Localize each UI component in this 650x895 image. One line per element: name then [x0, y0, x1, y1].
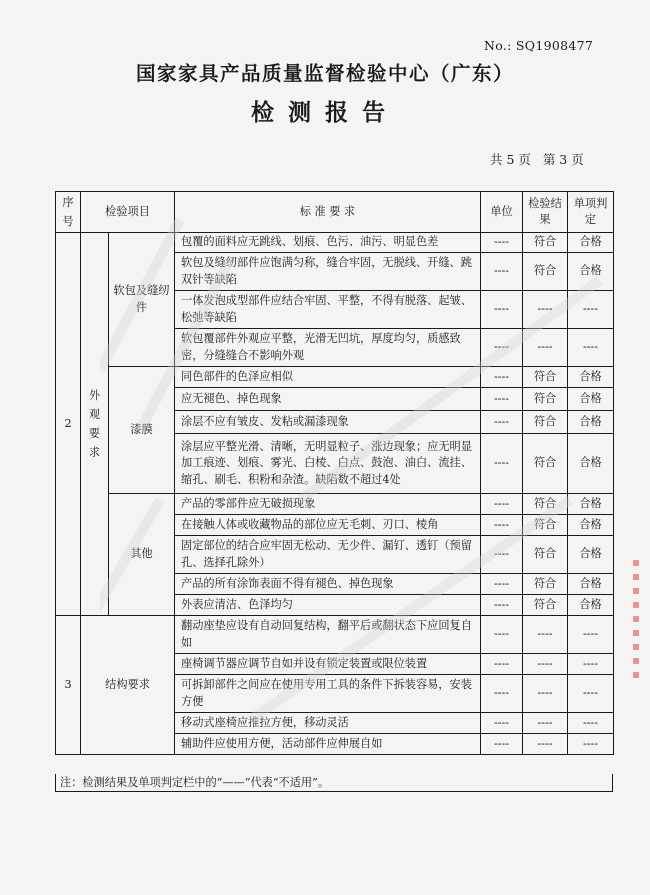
standard-text: 座椅调节器应调节自如并设有锁定装置或限位装置 — [175, 654, 481, 675]
header-result: 检验结果 — [523, 192, 568, 233]
unit-cell: ---- — [481, 434, 523, 494]
result-cell: ---- — [523, 675, 568, 713]
unit-cell: ---- — [481, 388, 523, 411]
standard-text: 软包覆部件外观应平整，光滑无凹坑，厚度均匀，质感致密，分缝缝合不影响外观 — [175, 329, 481, 367]
header-unit: 单位 — [481, 192, 523, 233]
organization-title: 国家家具产品质量监督检验中心（广东） — [135, 62, 514, 85]
verdict-cell: 合格 — [568, 434, 614, 494]
subitem-upholstery: 软包及缝纫件 — [109, 233, 175, 367]
standard-text: 翻动座垫应设有自动回复结构，翻平后或翻状态下应回复自如 — [175, 616, 481, 654]
verdict-cell: 合格 — [568, 253, 614, 291]
result-cell: 符合 — [523, 536, 568, 574]
standard-text: 一体发泡成型部件应结合牢固、平整，不得有脱落、起皱、松弛等缺陷 — [175, 291, 481, 329]
standard-text: 涂层应平整光滑、清晰，无明显粒子、涨边现象；应无明显加工痕迹、划痕、雾光、白棱、白点、鼓泡、油白、流挂、缩孔、刷毛、积粉和杂渣。缺陷数不超过4处 — [175, 434, 481, 494]
page-count: 共 5 页 第 3 页 — [490, 152, 584, 167]
verdict-cell: ---- — [568, 734, 614, 755]
verdict-cell: 合格 — [568, 233, 614, 253]
standard-text: 外表应清洁、色泽均匀 — [175, 595, 481, 616]
verdict-cell: ---- — [568, 654, 614, 675]
result-cell: 符合 — [523, 411, 568, 434]
verdict-cell: 合格 — [568, 515, 614, 536]
result-cell: ---- — [523, 734, 568, 755]
result-cell: ---- — [523, 713, 568, 734]
seal-stamp-edge — [633, 560, 639, 680]
document-title: 检测报告 — [251, 99, 399, 126]
unit-cell: ---- — [481, 595, 523, 616]
unit-cell: ---- — [481, 291, 523, 329]
report-number: No.: SQ1908477 — [484, 38, 594, 53]
table-row — [56, 494, 614, 515]
result-cell: 符合 — [523, 367, 568, 388]
result-cell: ---- — [523, 329, 568, 367]
verdict-cell: 合格 — [568, 494, 614, 515]
unit-cell: ---- — [481, 515, 523, 536]
table-row — [56, 367, 614, 388]
unit-cell: ---- — [481, 654, 523, 675]
subitem-others: 其他 — [109, 494, 175, 616]
table-row — [56, 616, 614, 654]
subitem-paint-film: 漆膜 — [109, 367, 175, 494]
result-cell: 符合 — [523, 595, 568, 616]
header-standard: 标 准 要 求 — [175, 192, 481, 233]
unit-cell: ---- — [481, 329, 523, 367]
inspection-table — [55, 191, 614, 755]
standard-text: 产品的所有涂饰表面不得有褪色、掉色现象 — [175, 574, 481, 595]
seq-2: 2 — [56, 233, 81, 616]
result-cell: 符合 — [523, 574, 568, 595]
standard-text: 在接触人体或收藏物品的部位应无毛刺、刃口、棱角 — [175, 515, 481, 536]
result-cell: 符合 — [523, 253, 568, 291]
category-appearance: 外观要求 — [81, 233, 109, 616]
verdict-cell: 合格 — [568, 536, 614, 574]
verdict-cell: ---- — [568, 675, 614, 713]
unit-cell: ---- — [481, 233, 523, 253]
standard-text: 同色部件的色泽应相似 — [175, 367, 481, 388]
verdict-cell: 合格 — [568, 388, 614, 411]
result-cell: ---- — [523, 291, 568, 329]
category-structure: 结构要求 — [81, 616, 175, 755]
result-cell: ---- — [523, 616, 568, 654]
result-cell: 符合 — [523, 494, 568, 515]
header-item: 检验项目 — [81, 192, 175, 233]
result-cell: ---- — [523, 654, 568, 675]
unit-cell: ---- — [481, 536, 523, 574]
result-cell: 符合 — [523, 233, 568, 253]
header-verdict: 单项判定 — [568, 192, 614, 233]
seq-3: 3 — [56, 616, 81, 755]
table-row — [56, 233, 614, 253]
standard-text: 涂层不应有皱皮、发粘或漏漆现象 — [175, 411, 481, 434]
verdict-cell: 合格 — [568, 411, 614, 434]
standard-text: 固定部位的结合应牢固无松动、无少件、漏钉、透钉（预留孔、选择孔除外） — [175, 536, 481, 574]
standard-text: 产品的零部件应无破损现象 — [175, 494, 481, 515]
unit-cell: ---- — [481, 574, 523, 595]
unit-cell: ---- — [481, 367, 523, 388]
unit-cell: ---- — [481, 734, 523, 755]
result-cell: 符合 — [523, 515, 568, 536]
standard-text: 辅助件应使用方便，活动部件应伸展自如 — [175, 734, 481, 755]
table-note: 注：检测结果及单项判定栏中的“——”代表“不适用”。 — [55, 774, 613, 792]
unit-cell: ---- — [481, 616, 523, 654]
verdict-cell: ---- — [568, 616, 614, 654]
result-cell: 符合 — [523, 434, 568, 494]
verdict-cell: 合格 — [568, 367, 614, 388]
standard-text: 软包及缝纫部件应饱满匀称，缝合牢固，无脱线、开缝、跳双针等缺陷 — [175, 253, 481, 291]
verdict-cell: ---- — [568, 713, 614, 734]
unit-cell: ---- — [481, 494, 523, 515]
verdict-cell: 合格 — [568, 595, 614, 616]
unit-cell: ---- — [481, 253, 523, 291]
header-seq: 序号 — [56, 192, 81, 233]
verdict-cell: 合格 — [568, 574, 614, 595]
unit-cell: ---- — [481, 411, 523, 434]
standard-text: 应无褪色、掉色现象 — [175, 388, 481, 411]
verdict-cell: ---- — [568, 329, 614, 367]
unit-cell: ---- — [481, 713, 523, 734]
unit-cell: ---- — [481, 675, 523, 713]
standard-text: 可拆卸部件之间应在使用专用工具的条件下拆装容易，安装方便 — [175, 675, 481, 713]
result-cell: 符合 — [523, 388, 568, 411]
verdict-cell: ---- — [568, 291, 614, 329]
table-header-row — [56, 192, 614, 233]
standard-text: 移动式座椅应推拉方便，移动灵活 — [175, 713, 481, 734]
standard-text: 包覆的面料应无跳线、划痕、色污、油污、明显色差 — [175, 233, 481, 253]
